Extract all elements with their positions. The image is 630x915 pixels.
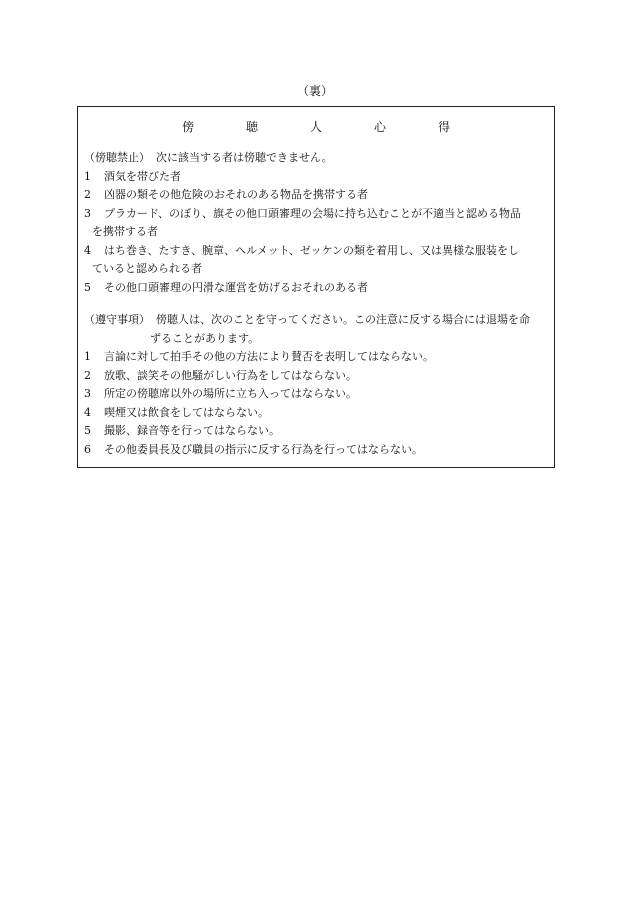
item-number: 2	[84, 368, 91, 382]
prohibition-item	[84, 168, 552, 187]
prohibition-header	[84, 149, 552, 168]
item-text: 喫煙又は飲食をしてはならない。	[104, 405, 269, 419]
prohibition-item	[84, 242, 552, 261]
item-number: 1	[84, 350, 91, 363]
prohibition-heading: （傍聴禁止）	[84, 151, 150, 164]
item-number: 3	[84, 206, 91, 220]
rules-section	[84, 311, 552, 459]
rules-heading: （遵守事項）	[84, 313, 150, 326]
rule-item	[84, 404, 552, 423]
item-text: 凶器の類その他危険のおそれのある物品を携帯する者	[104, 188, 368, 201]
item-text: 言論に対して拍手その他の方法により賛否を表明してはならない。	[104, 350, 434, 363]
rules-header	[84, 311, 552, 330]
item-text: 撮影、録音等を行ってはならない。	[104, 424, 280, 437]
item-number: 5	[84, 424, 91, 437]
item-text-continued: ていると認められる者	[92, 262, 202, 275]
item-number: 4	[84, 243, 91, 257]
rule-item	[84, 348, 552, 367]
item-number: 4	[84, 405, 91, 419]
item-text: 放歌、談笑その他騒がしい行為をしてはならない。	[104, 368, 357, 382]
rule-item	[84, 367, 552, 386]
item-text: その他口頭審理の円滑な運営を妨げるおそれのある者	[104, 280, 368, 294]
rule-item	[84, 422, 552, 441]
prohibition-section	[84, 149, 552, 297]
item-text-continued: を携帯する者	[92, 225, 158, 238]
item-number: 5	[84, 280, 91, 294]
rules-intro: 傍聴人は、次のことを守ってください。この注意に反する場合には退場を命	[156, 313, 530, 326]
item-number: 3	[84, 387, 91, 400]
item-text: はち巻き、たすき、腕章、ヘルメット、ゼッケンの類を着用し、又は異様な服装をし	[104, 243, 520, 257]
rule-item	[84, 385, 552, 404]
notice-title: 傍 聴 人 心 得	[181, 120, 470, 134]
rules-intro-continued: ずることがあります。	[150, 331, 260, 345]
item-text: 酒気を帯びた者	[104, 169, 181, 183]
item-number: 2	[84, 188, 91, 201]
prohibition-item	[84, 186, 552, 205]
item-text: その他委員長及び職員の指示に反する行為を行ってはならない。	[104, 442, 423, 456]
prohibition-intro: 次に該当する者は傍聴できません。	[156, 151, 333, 164]
item-text: 所定の傍聴席以外の場所に立ち入ってはならない。	[104, 387, 357, 400]
item-number: 6	[84, 442, 91, 456]
prohibition-item	[84, 279, 552, 298]
item-number: 1	[84, 169, 91, 183]
page-side-label: （裏）	[296, 84, 333, 98]
notice-box	[77, 106, 555, 468]
prohibition-item	[84, 205, 552, 224]
rule-item	[84, 441, 552, 460]
item-text: プラカード、のぼり、旗その他口頭審理の会場に持ち込むことが不適当と認める物品	[104, 206, 522, 220]
